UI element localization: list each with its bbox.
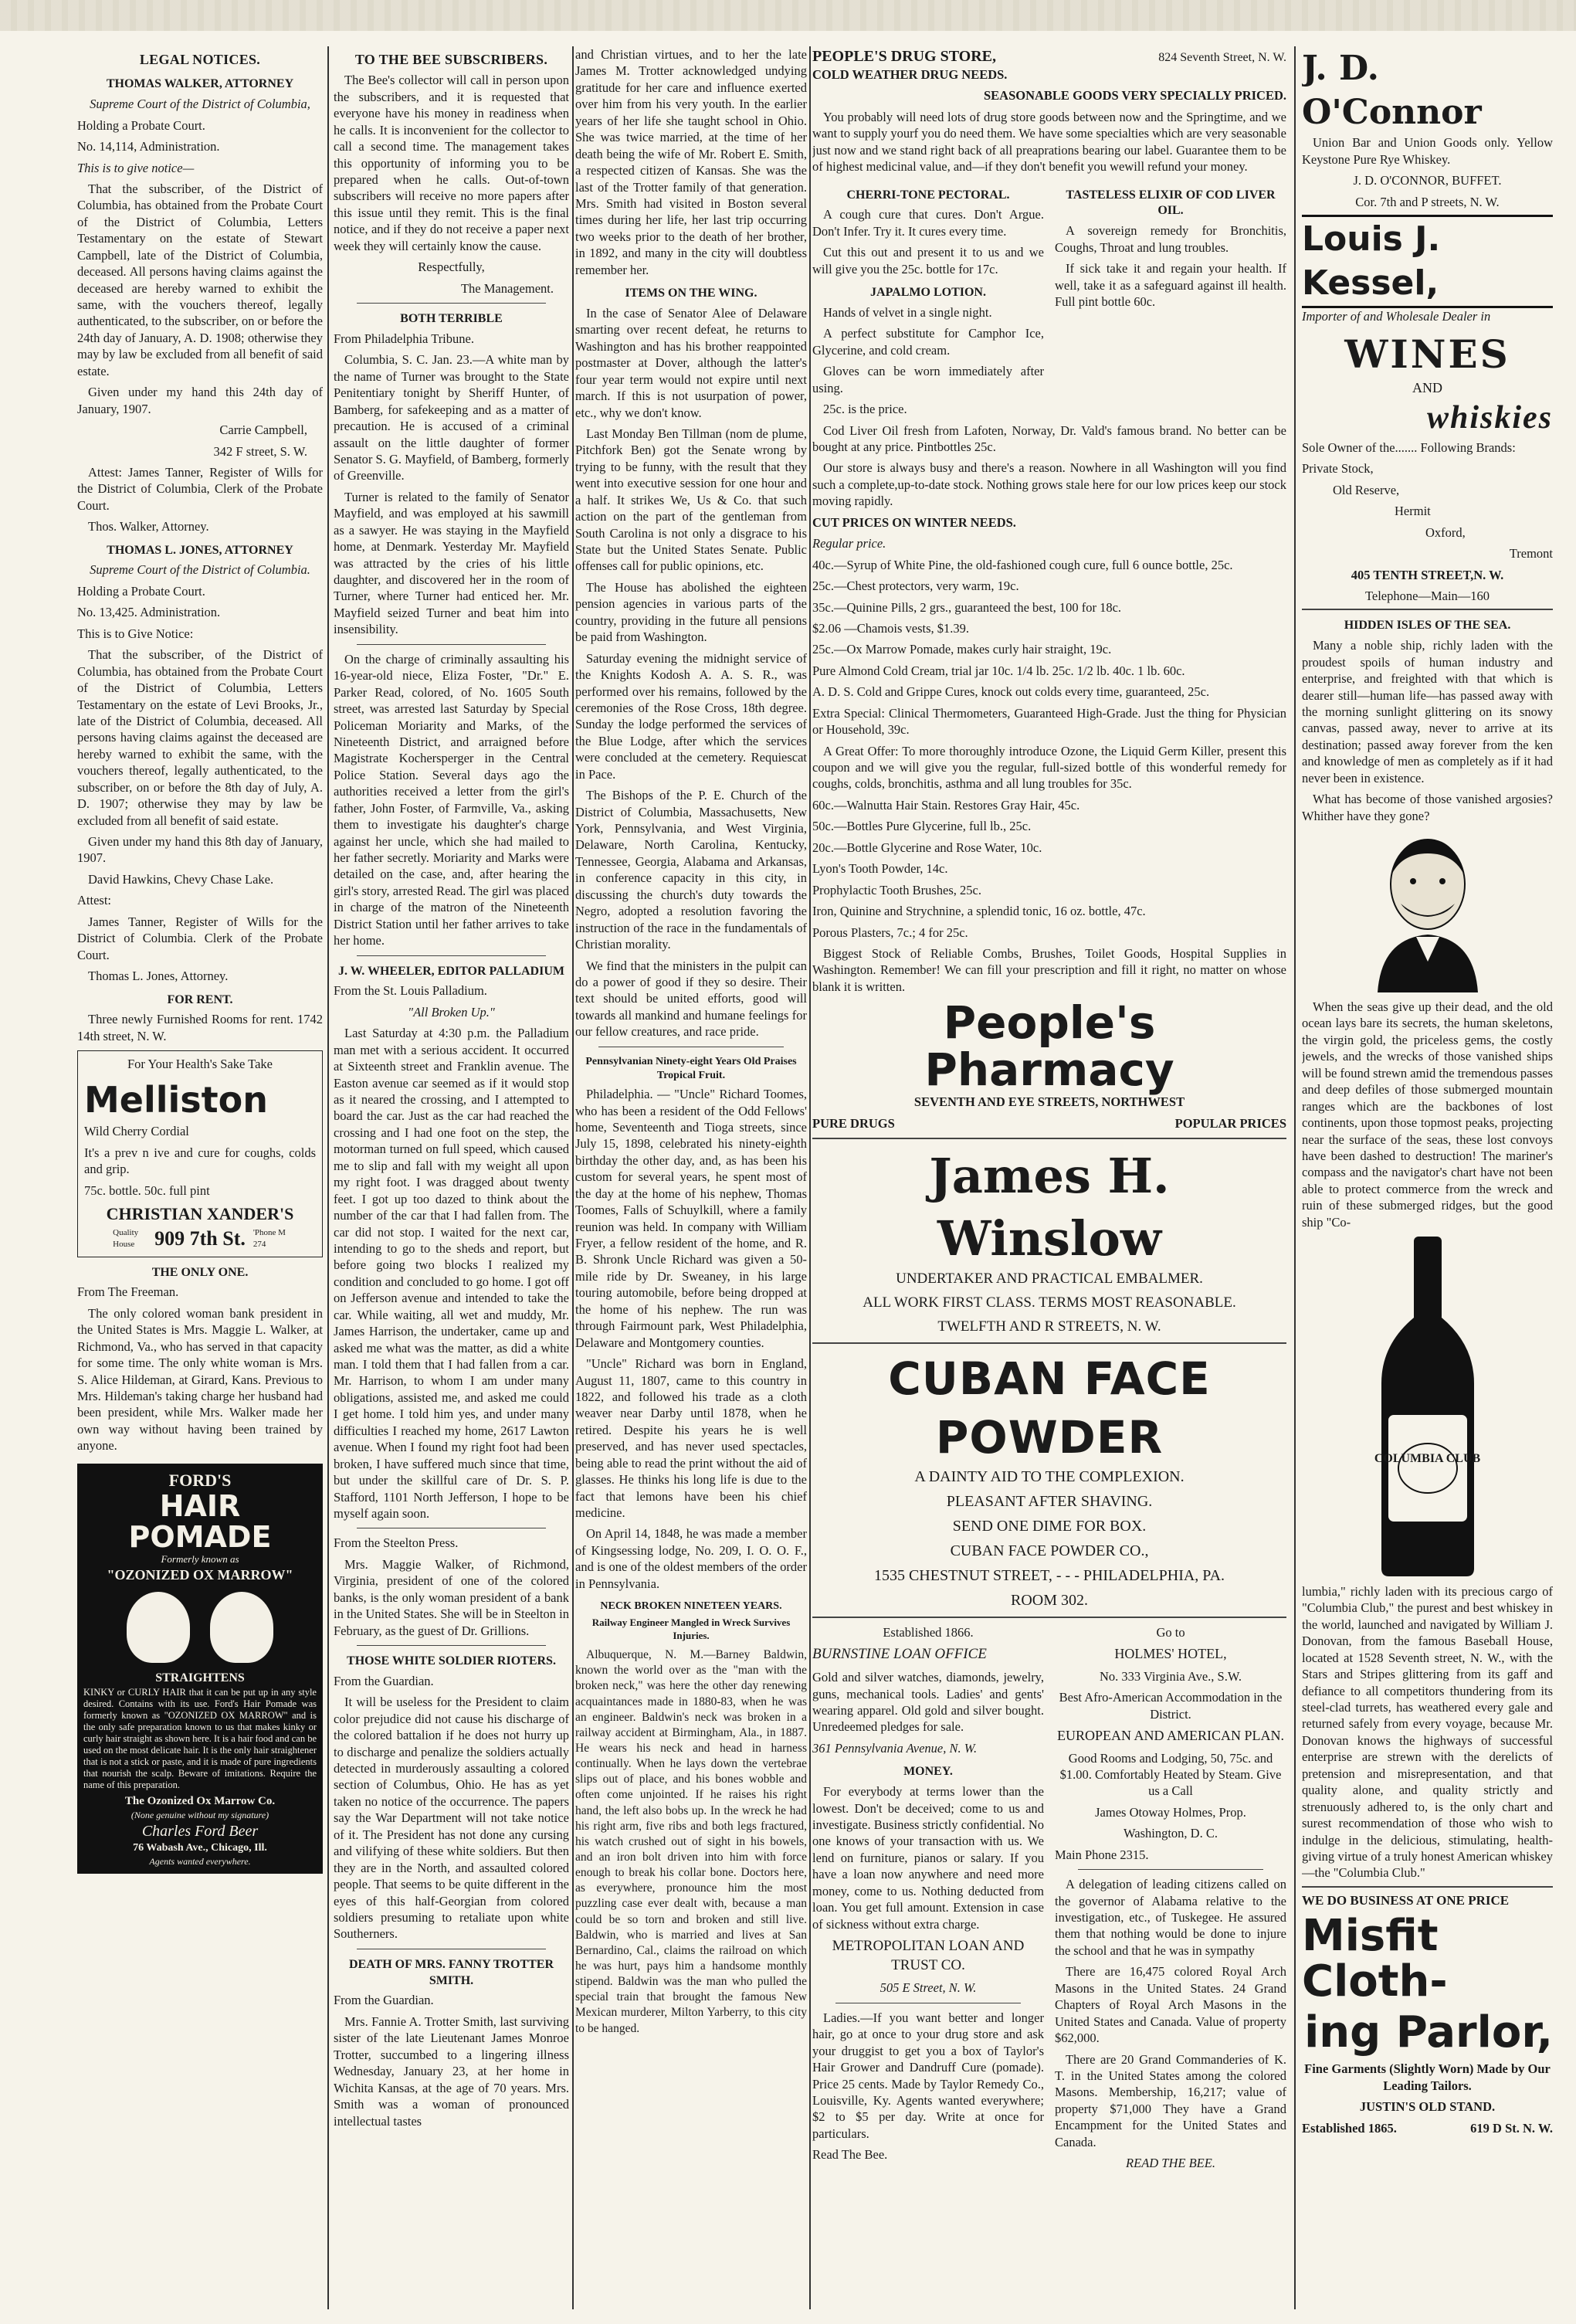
item-body: Gloves can be worn immediately after using. <box>812 364 1044 395</box>
brand-item: Private Stock, <box>1302 461 1374 477</box>
column-rule <box>809 46 811 2309</box>
misfit-ad <box>1302 1892 1553 2136</box>
tasteless-elixir-item <box>1055 180 1286 422</box>
column-rule <box>1294 46 1296 2309</box>
winslow-ad <box>812 1145 1286 1336</box>
article-body: Mrs. Fannie A. Trotter Smith, last surviving sister of the late Lieutenant James Monroe Trotter, succumbed to a lingering illness Wednesday, January 23, at her home in Wichita Kansas, at the age of 70 years. Mrs. Smith was a woman of pronounced intellectual tastes <box>334 2014 569 2129</box>
notice-given: Given under my hand this 24th day of January, 1907. <box>77 385 323 416</box>
notice-give: This is to Give Notice: <box>77 626 194 641</box>
hotel-address: No. 333 Virginia Ave., S.W. <box>1099 1668 1242 1684</box>
only-one-source: From The Freeman. <box>77 1284 179 1300</box>
winslow-line: TWELFTH AND R STREETS, N. W. <box>937 1318 1161 1335</box>
article-signoff: Respectfully, <box>418 260 485 275</box>
man-portrait-icon <box>1354 830 1501 992</box>
notice-number: No. 13,425. Administration. <box>77 605 221 620</box>
drug-intro: You probably will need lots of drug store goods between now and the Springtime, and we want to supply yourf you do need them. We have some specialties which are very seasonable just now and we stand right back of all preaprations bearing our label. Guarantee them to be of highest medicinal value, and—if they don't benefit you wewill refund your money. <box>812 109 1286 175</box>
melliston-line: It's a prev n ive and cure for coughs, colds and grip. <box>84 1145 316 1177</box>
divider <box>812 1617 1286 1618</box>
hotel-name: HOLMES' HOTEL, <box>1114 1646 1227 1662</box>
whiskey-bottle-icon <box>1366 1237 1490 1576</box>
article-body: Philadelphia. — "Uncle" Richard Toomes, who has been a resident of the Odd Fellows' home, Seventeenth and Tioga streets, since July 15, 1898, celebrated his ninety-eighth birthday the other day, and, as has been his custom for several years, he spent most of the day at the home of his nephew, Thomas Toomes, Falls of Schuylkill, where a family reunion was held. In company with William Fryer, a fellow resident of the home, and R. B. Shronk Uncle Richard was given a 50-mile ride by Dr. Sweaney, in his large touring automobile, before being dropped at the home of his nephew. The run was through Fairmount park, West Philadelphia, Delaware and Montgomery counties. <box>575 1087 807 1350</box>
article-title: THOSE WHITE SOLDIER RIOTERS. <box>347 1654 556 1668</box>
notice-attest-label: Attest: <box>77 893 111 908</box>
article-body: Mrs. Maggie Walker, of Richmond, Virginia, president of one of the colored banks, is the only woman president of a bank in the United States. She will be in Steelton in February, as the guest of Dr. Grillions. <box>334 1556 569 1638</box>
item-title: CHERRI-TONE PECTORAL. <box>846 188 1010 202</box>
article-body: Turner is related to the family of Senator Mayfield, and was employed at his sawmill as a sawyer. He was staying in the Mayfield home, at Denmark. Yesterday Mr. Mayfield was attracted by the cries of his little daughter, and discovered her in the room of Turner, where Turner had enticed her. Mr. Mayfield seized Turner and beat him into insensibility. <box>334 489 569 637</box>
pomade-old-name: "OZONIZED OX MARROW" <box>107 1567 293 1583</box>
pomade-company: The Ozonized Ox Marrow Co. <box>124 1795 276 1808</box>
article-title: TO THE BEE SUBSCRIBERS. <box>354 52 548 67</box>
article-body: On the charge of criminally assaulting his 16-year-old niece, Eliza Foster, "Dr." E. Parker Read, colored, of No. 1605 South street, was arrested last Saturday by Special Policeman Moriarity and Marks, of the Nineteenth District, and arraigned before Magistrate Kochersperger in the Central Police Station. Several days ago the authorities received a letter from the girl's father, John Foster, of Farmville, Va., asking them to investigate his daughter's charge against her uncle, which she had mailed to her father secretly. Moriarity and Marks were detailed on the case, and, after hearing the girl's story, arrested Read. The girl was placed in charge of the matron of the Nineteenth District Station until her father arrives to take her home. <box>334 651 569 948</box>
cuban-line: 1535 CHESTNUT STREET, - - - PHILADELPHIA, PA. <box>873 1566 1225 1584</box>
article-source: From the Guardian. <box>334 1673 434 1688</box>
loan-title: BURNSTINE LOAN OFFICE <box>812 1646 987 1663</box>
hotel-rooms: Good Rooms and Lodging, 50, 75c. and $1.00. Comfortably Heated by Steam. Give us a Call <box>1059 1750 1282 1799</box>
price-item: 50c.—Bottles Pure Glycerine, full lb., 25c. <box>812 819 1032 834</box>
column-rule <box>572 46 574 2309</box>
pomade-name: HAIR POMADE <box>128 1489 272 1555</box>
divider <box>357 1645 546 1646</box>
item-body: A sovereign remedy for Bronchitis, Coughs, Throat and lung troubles. <box>1055 223 1286 255</box>
pomade-agents: Agents wanted everywhere. <box>149 1855 251 1867</box>
cuban-face-powder-ad <box>812 1350 1286 1610</box>
article-body: In the case of Senator Alee of Delaware smarting over recent defeat, he returns to Washington and has his brother reappointed postmaster at Dover, although the latter's four year term would not expire until next march. If this is not usurpation of power, etc., why we don't know. <box>575 305 807 420</box>
column-three <box>575 46 807 2317</box>
article-body: Saturday evening the midnight service of the Knights Kodosh A. A. S. R., was performed over his remains, followed by the ceremonies of the Rose Cross, 18th degree. Sunday the lodge performed the services of the Blue Lodge, after which the services were concluded at the cemetery. Requiescat in Pace. <box>575 650 807 782</box>
cut-prices-title: CUT PRICES ON WINTER NEEDS. <box>812 514 1016 530</box>
cherri-tone-item <box>812 180 1044 422</box>
melliston-dealer: CHRISTIAN XANDER'S <box>106 1204 294 1224</box>
hidden-isles-body: lumbia," richly laden with its precious cargo of "Columbia Club," the purest and best whiskey in the world, launched and navigated by William J. Donovan, from the famous Baseball House, located at 1528 Seventh street, N. W., with the Stars and Stripes glittering from its gaff and defiance to all competitors thundering from its steel-clad turrets, has weathered every gale and returned safely from every voyage, because Mr. Donovan knows the highways of successful enterprise are strewn with the derelicts of pretension and misrepresentation, and that quality alone, and quality strictly and strenuously adhered to, is the only chart and surest recommendation of those who wish to indulge in the delicious, stimulating, health-giving virtue of a truly honest American whiskey—the "Columbia Club." <box>1302 1583 1553 1881</box>
notice-body: That the subscriber, of the District of Columbia, has obtained from the Probate Court of the District of Columbia, Letters Testamentary on the estate of Stewart Campbell, late of the District of Columbia, deceased. All persons having claims against the deceased are hereby warned to exhibit the same, with the vouchers thereof, legally authenticated, to the subscriber, on or before the 24th day of January, A. D. 1908; otherwise they may by law be excluded from all benefit of said estate. <box>77 181 323 378</box>
cuban-line: CUBAN FACE POWDER CO., <box>950 1542 1149 1559</box>
misfit-title: Misfit Cloth- <box>1302 1910 1448 2007</box>
pomade-illustration <box>83 1592 317 1663</box>
loan-address: 361 Pennsylvania Avenue, N. W. <box>812 1740 978 1756</box>
oconnor-line: J. D. O'CONNOR, BUFFET. <box>1353 173 1502 188</box>
for-rent-title: FOR RENT. <box>167 992 233 1006</box>
brand-item: Tremont <box>1509 546 1553 561</box>
oconnor-ad <box>1302 46 1553 210</box>
loan-established: Established 1866. <box>883 1624 974 1640</box>
notice-attorney: Thos. Walker, Attorney. <box>88 519 209 534</box>
read-the-bee: READ THE BEE. <box>1126 2156 1215 2171</box>
hotel-goto: Go to <box>1156 1624 1185 1640</box>
divider <box>357 644 546 645</box>
price-list <box>812 557 1286 738</box>
notice-title: THOMAS WALKER, ATTORNEY <box>106 77 294 91</box>
notice-court: Supreme Court of the District of Columbia, <box>90 97 310 112</box>
article-body: It will be useless for the President to claim color prejudice did not cause his discharge of the colored battalion if he does not hurry up to discharge and penalize the soldiers actually detected in murderously assaulting a colored section of Columbus, Ohio. He has as yet taken no notice of the occurrence. The papers say the War Department will not take notice of it. The President has not done any cursing and vilifying of these white soldiers. But then they are in the North, and assaulted colored people. That seems to be quite different in the eyes of this half-Georgian from colored soldiers presuming to retaliate upon white Southerners. <box>334 1695 569 1942</box>
article-body: The House has abolished the eighteen pension agencies in various parts of the country, providing in the future all pensions be paid from Washington. <box>575 579 807 645</box>
price-item: Pure Almond Cold Cream, trial jar 10c. 1/4 lb. 25c. 1/2 lb. 40c. 1 lb. 60c. <box>812 663 1185 678</box>
wines-label: WINES <box>1344 331 1510 377</box>
item-body: A perfect substitute for Camphor Ice, Glycerine, and cold cream. <box>812 326 1044 358</box>
pomade-genuine: (None genuine without my signature) <box>130 1809 269 1820</box>
drug-subtitle: SEASONABLE GOODS VERY SPECIALLY PRICED. <box>983 88 1286 103</box>
divider <box>357 303 546 304</box>
melliston-address: 909 7th St. <box>154 1226 246 1250</box>
price-item: Iron, Quinine and Strychnine, a splendid tonic, 16 oz. bottle, 47c. <box>812 904 1146 919</box>
melliston-quality: Quality House <box>113 1228 139 1249</box>
legal-heading: LEGAL NOTICES. <box>139 52 261 67</box>
price-item: 35c.—Quinine Pills, 2 grs., guaranteed the best, 100 for 18c. <box>812 599 1122 615</box>
ozone-offer: A Great Offer: To more thoroughly introduce Ozone, the Liquid Germ Killer, present this coupon and we will give you the regular, full-sized bottle of this wonderful remedy for coughs, colds, bronchitis, asthma and all lung troubles for 35c. <box>812 743 1286 792</box>
cuban-line: ROOM 302. <box>1010 1591 1088 1609</box>
drug-address: 824 Seventh Street, N. W. <box>1158 51 1286 64</box>
masons-item: There are 16,475 colored Royal Arch Masons in the United States. 24 Grand Chapters of Royal Arch Masons in the United States and Canada. Value of property $62,000. <box>1055 1964 1286 2046</box>
pomade-small-print: KINKY or CURLY HAIR that it can be put up in any style desired. Contains with its use. Ford's Hair Pomade was formerly known as "OZONIZED OX MARROW" and is the only safe preparation known to us that makes kinky or curly hair straight as shown here. It is a hair food and can be used on the most delicate hair. It is the only hair straightener that is not a stick or paste, and it is made of pure ingredients that nourish the scalp. Beware of imitations. Require the name of this preparation. <box>83 1687 317 1791</box>
kessel-phone: Telephone—Main—160 <box>1364 588 1490 603</box>
article-title: ITEMS ON THE WING. <box>625 287 757 300</box>
drug-store-ad <box>812 46 1286 1131</box>
hotel-best: Best Afro-American Accommodation in the District. <box>1059 1690 1283 1722</box>
price-item: 25c.—Ox Marrow Pomade, makes curly hair straight, 19c. <box>812 642 1112 657</box>
kessel-line: Importer of and Wholesale Dealer in <box>1302 308 1491 324</box>
notice-held: Holding a Probate Court. <box>77 583 205 599</box>
brand-item: Hermit <box>1395 504 1431 519</box>
peoples-pharmacy-logo: People's Pharmacy <box>924 996 1174 1097</box>
brand-item: Oxford, <box>1425 524 1466 540</box>
for-rent-body: Three newly Furnished Rooms for rent. 1742 14th street, N. W. <box>77 1012 323 1043</box>
store-busy: Our store is always busy and there's a reason. Nowhere in all Washington will you find such a complete,up-to-date stock. Nothing grows stale here for our low prices keep our stock moving rapidly. <box>812 460 1286 509</box>
pomade-formerly: Formerly known as <box>161 1553 239 1566</box>
melliston-ad <box>77 1050 323 1257</box>
article-title: BOTH TERRIBLE <box>400 312 503 326</box>
article-title: DEATH OF MRS. FANNY TROTTER SMITH. <box>348 1957 554 1987</box>
notice-attorney: Thomas L. Jones, Attorney. <box>88 969 229 984</box>
article-body: "Uncle" Richard was born in England, August 11, 1807, came to this country in 1822, and followed his trade as a cloth weaver near Darby until 1878, when he retired. Despite his years he is well preserved, and has never used spectacles, being able to read the print without the aid of glasses. He thinks his long life is due to the fact that lemons have been his chief medicine. <box>575 1356 807 1521</box>
price-item: Extra Special: Clinical Thermometers, Guaranteed High-Grade. Just the thing for Physician or Household, 39c. <box>812 705 1286 738</box>
oconnor-name: J. D. O'Connor <box>1302 49 1482 133</box>
bottle-label: COLUMBIA CLUB <box>1374 1452 1481 1466</box>
misfit-top: WE DO BUSINESS AT ONE PRICE <box>1302 1892 1510 1908</box>
money-body: For everybody at terms lower than the lowest. Don't be deceived; come to us and investigate. Business strictly confidential. No one knows of your transaction with us. We lend on furniture, pianos or salary. If you have a loan now anywhere and need more money, come to us. Nothing deducted from loan. You get full amount. Extension in case of sickness without extra charge. <box>812 1784 1044 1932</box>
and-label: AND <box>1412 379 1442 395</box>
notice-signer-address: 342 F street, S. W. <box>213 443 307 459</box>
combs-notice: Biggest Stock of Reliable Combs, Brushes, Toilet Goods, Hospital Supplies in Washington. Remember! We can fill your prescription and fill it right, no matter on whose blank it is written. <box>812 945 1286 994</box>
price-item: $2.06 —Chamois vests, $1.39. <box>812 620 970 636</box>
hotel-phone: Main Phone 2315. <box>1055 1847 1149 1862</box>
pomade-address: 76 Wabash Ave., Chicago, Ill. <box>133 1842 267 1854</box>
notice-held: Holding a Probate Court. <box>77 117 205 133</box>
drug-title: PEOPLE'S DRUG STORE, <box>812 48 997 65</box>
price-item: 25c.—Chest protectors, very warm, 19c. <box>812 578 1019 594</box>
notice-walker <box>77 76 323 534</box>
column-six <box>1302 46 1553 2317</box>
article-body: Albuquerque, N. M.—Barney Baldwin, known the world over as the "man with the broken neck," was here the other day renewing acquaintances made in 1880-83, when he was an engineer. Baldwin's neck was broken in a railway accident at Birmingham, Ala., in 1887. He wears his neck and head in harness continually. When he lays down the vertebrae slips out of place, and his bones wobble and often come unjointed. If he raises his right hand, the left also bobs up. In the wreck he had his right arm, five ribs and both legs fractured, his watch crushed out of sight in his bowels, and an iron bolt driven into him with force enough to break his collar bone. Doctors here, as everywhere, pronounce him the most puzzling case ever dealt with, because a man could be so torn and broken and still live. Baldwin, who is married and lives at San Bernardino, Cal., claims the railroad on which he was hurt, pays him a handsome monthly stipend. Baldwin was the man who pulled the special train that brought the famous New Mexican murderer, Milton Yarberry, to this city to be hanged. <box>575 1648 807 2035</box>
article-body: The Bee's collector will call in person upon the subscribers, and it is requested that everyone have his money in readiness when he calls. It is inconvenient for the collector to call a second time. The management takes this opportunity of informing you to be prepared when he calls. Out-of-town subscribers will receive no more papers after this issue until they remit. This is the final notice, and if they do not receive a paper next week they will certainly know the cause. <box>334 73 569 253</box>
misfit-line: Fine Garments (Slightly Worn) Made by Our Leading Tailors. <box>1304 2061 1551 2093</box>
kessel-ad <box>1302 215 1553 604</box>
melliston-tag: For Your Health's Sake Take <box>127 1057 273 1072</box>
price-item: 40c.—Syrup of White Pine, the old-fashioned cough cure, full 6 ounce bottle, 25c. <box>812 557 1233 572</box>
column-rule <box>327 46 329 2309</box>
misfit-title: ing Parlor, <box>1304 2007 1553 2058</box>
item-body: If sick take it and regain your health. If well, take it as a safeguard against ill health. Full pint bottle 60c. <box>1055 261 1286 309</box>
kessel-address: 405 TENTH STREET,N. W. <box>1351 567 1504 582</box>
price-item: 60c.—Walnutta Hair Stain. Restores Gray Hair, 45c. <box>812 797 1080 813</box>
price-list <box>812 797 1286 941</box>
metro-title: METROPOLITAN LOAN AND TRUST CO. <box>832 1938 1025 1973</box>
hotel-proprietor: James Otoway Holmes, Prop. <box>1095 1804 1246 1820</box>
misfit-address: 619 D St. N. W. <box>1470 2120 1553 2136</box>
notice-number: No. 14,114, Administration. <box>77 139 220 154</box>
price-item: Lyon's Tooth Powder, 14c. <box>812 861 948 877</box>
divider <box>1078 1869 1263 1870</box>
column-advertisements <box>812 46 1286 2317</box>
ladies-ad: Ladies.—If you want better and longer hair, go at once to your drug store and ask your druggist to get you a box of Taylor's Hair Grower and Dandruff Cure (pomade). Price 25 cents. Made by Taylor Remedy Co., Louisville, Ky. Agents wanted everywhere; $2 to $5 per day. Write at once for particulars. <box>812 2010 1044 2141</box>
price-item: Prophylactic Tooth Brushes, 25c. <box>812 882 981 897</box>
notice-given: Given under my hand this 8th day of January, 1907. <box>77 834 323 866</box>
pure-drugs: PURE DRUGS <box>812 1115 895 1131</box>
divider <box>812 1138 1286 1139</box>
article-title: J. W. WHEELER, EDITOR PALLADIUM <box>338 964 564 978</box>
notice-attest: James Tanner, Register of Wills for the District of Columbia. Clerk of the Probate Court. <box>77 914 323 962</box>
divider <box>812 1342 1286 1344</box>
price-item: Porous Plasters, 7c.; 4 for 25c. <box>812 925 968 940</box>
item-title: JAPALMO LOTION. <box>870 286 986 300</box>
article-source: From the Steelton Press. <box>334 1535 459 1551</box>
torn-top-edge <box>0 0 1576 31</box>
cuban-title: CUBAN FACE POWDER <box>888 1352 1211 1464</box>
article-title: Pennsylvanian Ninety-eight Years Old Praises Tropical Fruit. <box>585 1055 797 1081</box>
loan-column <box>812 1624 1044 2176</box>
article-source: From the Guardian. <box>334 1993 434 2008</box>
item-body: A cough cure that cures. Don't Argue. Don't Infer. Try it. It cures every time. <box>812 207 1044 239</box>
hidden-isles-body: Many a noble ship, richly laden with the proudest spoils of human industry and enterprise, and freighted with that which is dearer still—human life—has passed away with the morning sunlight glittering on its snowy canvas, passed away, never to arrive at its destination; passed away forever from the ken and knowledge of men as completely as if it had never been in existence. <box>1302 638 1553 785</box>
item-body: Hands of velvet in a single night. <box>823 304 992 320</box>
article-body: On April 14, 1848, he was made a member of Kingsessing lodge, No. 209, I. O. O. F., and is one of the oldest members of the order in Pennsylvania. <box>575 1526 807 1591</box>
item-title: TASTELESS ELIXIR OF COD LIVER OIL. <box>1066 188 1276 218</box>
pomade-signature: Charles Ford Beer <box>141 1823 259 1841</box>
brand-item: Old Reserve, <box>1333 482 1400 497</box>
pomade-ad <box>77 1464 323 1874</box>
hotel-column <box>1055 1624 1286 2176</box>
oconnor-line: Union Bar and Union Goods only. Yellow Keystone Pure Rye Whiskey. <box>1302 135 1553 167</box>
column-two <box>334 46 569 2317</box>
article-body: Columbia, S. C. Jan. 23.—A white man by the name of Turner was brought to the State Penitentiary tonight by Sheriff Hunter, of Bamberg, for safekeeping and as a matter of precaution. He is accused of a criminal assault on the little daughter of former Senator S. G. Mayfield, of Bamberg, formerly of Greenville. <box>334 352 569 483</box>
notice-signer: Carrie Campbell, <box>219 422 307 438</box>
divider <box>1302 1886 1553 1888</box>
divider <box>357 955 546 956</box>
notice-body: That the subscriber, of the District of Columbia, has obtained from the Probate Court of the District of Columbia, Letters Testamentary on the estate of Levi Brooks, Jr., late of the District of Columbia, deceased. All persons having claims against the deceased are hereby warned to exhibit the same, with the vouchers thereof, legally authenticated, to the subscriber, on or before the 8th day of July, A. D. 1907; otherwise they may by law be excluded from all benefit of said estate. <box>77 647 323 828</box>
head-after-icon <box>210 1592 273 1663</box>
article-body: The Bishops of the P. E. Church of the District of Columbia, Massachusetts, New York, Pennsylvania, and West Virginia, Delaware, North Carolina, Kentucky, Tennessee, Georgia, Alabama and Arkansas, in conference capacity in this city, in discussing the church's duty towards the Negro, adopted a resolution favoring the instruction of the race in the fundamentals of Christian morality. <box>575 788 807 952</box>
notice-attest: Attest: James Tanner, Register of Wills for the District of Columbia, Clerk of the Probate Court. <box>77 464 323 513</box>
kessel-owner: Sole Owner of the....... Following Brands: <box>1302 439 1516 455</box>
pomade-straightens: STRAIGHTENS <box>155 1671 245 1685</box>
misfit-established: Established 1865. <box>1302 2120 1397 2136</box>
melliston-line: Wild Cherry Cordial <box>84 1124 189 1139</box>
article-title: NECK BROKEN NINETEEN YEARS. <box>600 1600 782 1613</box>
head-before-icon <box>127 1592 190 1663</box>
columbia-club-bottle <box>1302 1237 1553 1467</box>
cuban-line: SEND ONE DIME FOR BOX. <box>952 1517 1147 1535</box>
cuban-line: PLEASANT AFTER SHAVING. <box>946 1492 1153 1510</box>
cod-liver-oil: Cod Liver Oil fresh from Lafoten, Norway, Dr. Vald's famous brand. No better can be bought at any price. Pintbottles 25c. <box>812 422 1286 455</box>
cuban-line: A DAINTY AID TO THE COMPLEXION. <box>914 1467 1185 1485</box>
melliston-price: 75c. bottle. 50c. full pint <box>84 1182 210 1198</box>
article-body: We find that the ministers in the pulpit can do a power of good if they so desire. Their text should be united efforts, good will towards all mankind and humane feelings for our fellow creatures, and race pride. <box>575 958 807 1040</box>
item-body: Cut this out and present it to us and we will give you the 25c. bottle for 17c. <box>812 245 1044 277</box>
only-one-title: THE ONLY ONE. <box>151 1265 249 1279</box>
melliston-name: Melliston <box>84 1078 268 1121</box>
misfit-line: JUSTIN'S OLD STAND. <box>1359 2099 1496 2115</box>
price-item: 20c.—Bottle Glycerine and Rose Water, 10c. <box>812 840 1042 855</box>
kessel-name: Louis J. Kessel, <box>1302 215 1553 307</box>
metro-address: 505 E Street, N. W. <box>880 1980 977 1996</box>
read-the-bee: Read The Bee. <box>812 2147 888 2163</box>
column-legal-notices <box>77 46 323 2317</box>
divider <box>1302 609 1553 610</box>
popular-prices: POPULAR PRICES <box>1174 1115 1286 1131</box>
hidden-isles-question: What has become of those vanished argosies? Whither have they gone? <box>1302 792 1553 823</box>
oconnor-line: Cor. 7th and P streets, N. W. <box>1355 194 1500 209</box>
pharmacy-address: SEVENTH AND EYE STREETS, NORTHWEST <box>913 1094 1185 1110</box>
pomade-brand: FORD'S <box>168 1470 232 1490</box>
hidden-isles-body: When the seas give up their dead, and the old ocean lays bare its secrets, the human skeletons, the virgin gold, the priceless gems, the costly jewels, and the wrecks of those vanished ships will be found strewn amid the tremendous passes and deep defiles of those submerged mountain ranges which are the backbones of lost continents, upon those topmost peaks, projecting near the surface of the seas, these lost convoys have been dashed to destruction! The mariner's compass and the navigator's chart have not been able to protect commerce from the wreck and ruin of these submerged ridges, but the good ship "Co- <box>1302 999 1553 1230</box>
article-signoff: The Management. <box>460 280 554 296</box>
article-subtitle: Railway Engineer Mangled in Wreck Survives Injuries. <box>591 1617 791 1642</box>
price-item: A. D. S. Cold and Grippe Cures, knock out colds every time, guaranteed, 25c. <box>812 684 1210 700</box>
alabama-item: A delegation of leading citizens called on the governor of Alabama relative to the investigation, etc., of Tuskegee. He assured them that nothing would be done to injure the school and that he was in sympathy <box>1055 1877 1286 1958</box>
winslow-name: James H. Winslow <box>929 1147 1170 1267</box>
drug-subtitle: COLD WEATHER DRUG NEEDS. <box>812 67 1008 82</box>
whiskies-label: whiskies <box>1426 400 1553 436</box>
article-source: From Philadelphia Tribune. <box>334 331 474 346</box>
notice-signer: David Hawkins, Chevy Chase Lake. <box>88 871 274 887</box>
winslow-line: ALL WORK FIRST CLASS. TERMS MOST REASONABLE. <box>863 1294 1236 1311</box>
masons-item: There are 20 Grand Commanderies of K. T. in the United States among the colored Masons. Membership, 16,217; value of property $71,000 They have a Grand Encampment for the United States and Canada. <box>1055 2051 1286 2149</box>
item-body: 25c. is the price. <box>823 402 907 417</box>
notice-court: Supreme Court of the District of Columbia. <box>90 562 310 578</box>
money-title: MONEY. <box>903 1765 953 1779</box>
notice-jones <box>77 543 323 985</box>
article-subtitle: "All Broken Up." <box>408 1004 495 1020</box>
winslow-line: UNDERTAKER AND PRACTICAL EMBALMER. <box>896 1271 1203 1288</box>
article-body: and Christian virtues, and to her the late James M. Trotter acknowledged undying gratitude for her care and influence exerted over him from his very youth. In the earlier years of her life she taught school in Ohio. She was twice married, at the time of her death being the wife of Mr. Robert E. Smith, a respected citizen of Kansas. She was the last of the Trotter family of that generation. Mrs. Smith had visited in Boston several times during her life, her last trip occurring two weeks prior to the death of her brother, in 1892, and many in the city will doubtless remember her. <box>575 47 807 277</box>
hidden-isles-title: HIDDEN ISLES OF THE SEA. <box>1344 619 1511 633</box>
melliston-phone: 'Phone M 274 <box>252 1228 286 1249</box>
regular-price-label: Regular price. <box>812 536 886 551</box>
loan-body: Gold and silver watches, diamonds, jewelry, guns, mechanical tools. Ladies' and gents' wearing apparel. Old gold and silver bought. Unredeemed pledges for sale. <box>812 1670 1044 1735</box>
article-source: From the St. Louis Palladium. <box>334 983 487 999</box>
article-body: Last Saturday at 4:30 p.m. the Palladium man met with a serious accident. It occurred at Sixteenth street and Franklin avenue. The Easton avenue car seemed as if it would stop as it neared the crossing, and I attempted to board the car. Just as the car had reached the crossing and I had one foot on the step, the motorman turned on full speed, which caused me to slip and fall with my weight all upon my right foot. I was dragged about twenty feet. I got up too dazed to think about the number of the car that I had fallen from. The car did not stop. I waited for the next car, intending to go to the sheds and report, but before going two blocks I realized my condition and concluded to go home. I got off on Jefferson avenue and intended to take the car. While waiting, all wet and muddy, Mr. James Harrison, the undertaker, came up and asked me what was the matter, as did a white man. I told them that I had fallen from a car. Mr. Harrison, to whom I am under many obligations, assisted me, and asked me could I get home. I told him yes, and under many difficulties I reached my home, 2617 Lawton avenue. When I found my right foot had been broken, I have suffered much since that time, but under the skillful care of Dr. S. P. Stafford, 1101 North Jefferson, I hope to be myself again soon. <box>334 1026 569 1521</box>
article-body: Last Monday Ben Tillman (nom de plume, Pitchfork Ben) got the Senate wrong by trying to be funny, with the result that they went into executive session for one hour and a half. It strikes We, Us & Co. that such action on the part of the gentleman from South Carolina is not only a disgrace to his State but the United States Senate. Public offenses call for public opinions, etc. <box>575 426 807 574</box>
hotel-plan: EUROPEAN AND AMERICAN PLAN. <box>1056 1728 1285 1744</box>
hotel-city: Washington, D. C. <box>1124 1826 1218 1841</box>
only-one-body: The only colored woman bank president in the United States is Mrs. Maggie L. Walker, at Richmond, Va., who has served in that capacity for some time. The only white woman is Mrs. S. Alice Hildeman, at Girard, Kans. Previous to Mrs. Hildeman's taking charge her husband had been president, while Mrs. Walker made her own way without having been trained by anyone. <box>77 1305 323 1454</box>
notice-give: This is to give notice— <box>77 160 195 175</box>
notice-title: THOMAS L. JONES, ATTORNEY <box>107 543 293 557</box>
